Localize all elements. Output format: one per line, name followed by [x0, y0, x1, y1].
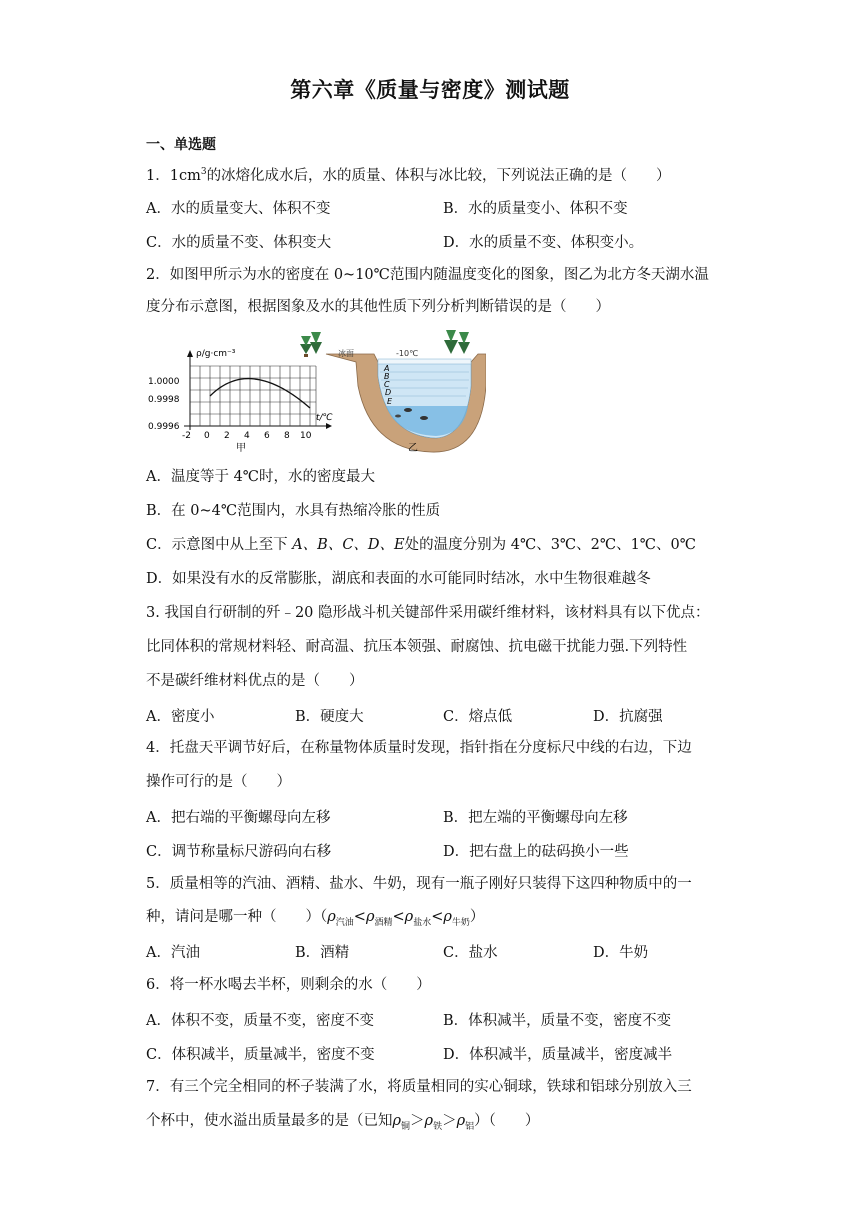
xtick-label: 10	[300, 431, 312, 441]
question-6-option-a[interactable]: A．体积不变，质量不变，密度不变	[146, 1013, 374, 1029]
figure-caption-jia: 甲	[236, 443, 246, 454]
question-4-option-a[interactable]: A．把右端的平衡螺母向左移	[146, 810, 331, 826]
question-3-option-d[interactable]: D．抗腐强	[593, 709, 663, 725]
ytick-label: 0.9998	[148, 395, 180, 405]
question-4-stem-line2: 操作可行的是（ ）	[146, 774, 291, 790]
question-7-stem-line2: 个杯中，使水溢出质量最多的是（已知$\rho_铜>\rho_铁>\rho_铝$）（ ）	[146, 1113, 540, 1132]
question-4-option-c[interactable]: C．调节称量标尺游码向右移	[146, 844, 332, 860]
question-1-option-b[interactable]: B．水的质量变小、体积不变	[443, 201, 628, 217]
question-4-option-b[interactable]: B．把左端的平衡螺母向左移	[443, 810, 628, 826]
question-3-option-a[interactable]: A．密度小	[146, 709, 215, 725]
density-figure	[146, 326, 486, 456]
question-2-option-b[interactable]: B．在 0~4℃范围内，水具有热缩冷胀的性质	[146, 503, 441, 519]
question-3-option-c[interactable]: C．熔点低	[443, 709, 513, 725]
question-6-option-b[interactable]: B．体积减半，质量不变，密度不变	[443, 1013, 672, 1029]
page-title: 第六章《质量与密度》测试题	[290, 78, 570, 102]
layer-label-e: E	[387, 397, 393, 406]
xtick-label: 6	[264, 431, 270, 441]
question-3-option-b[interactable]: B．硬度大	[295, 709, 364, 725]
tree-icon	[300, 332, 322, 357]
question-3-stem-line2: 比同体积的常规材料轻、耐高温、抗压本领强、耐腐蚀、抗电磁干扰能力强.下列特性	[146, 639, 688, 655]
graph-ylabel: ρ/g·cm⁻³	[196, 349, 236, 359]
ytick-label: 0.9996	[148, 422, 180, 432]
lake-diagram	[300, 330, 486, 454]
question-5-stem-line2: 种，请问是哪一种（ ）$(\rho_{汽油}<\rho_{酒精}<\rho_{盐水}<\rho_{牛奶})$	[146, 909, 485, 928]
xtick-label: 0	[204, 431, 210, 441]
layer-label-d: D	[385, 388, 392, 397]
question-2-stem-line1: 2．如图甲所示为水的密度在 0~10℃范围内随温度变化的图象，图乙为北方冬天湖水温	[146, 267, 709, 283]
xtick-label: 4	[244, 431, 250, 441]
ice-layer	[378, 359, 471, 364]
question-5-option-c[interactable]: C．盐水	[443, 945, 498, 961]
question-6-option-c[interactable]: C．体积减半，质量减半，密度不变	[146, 1047, 375, 1063]
layer-label-b: B	[384, 372, 390, 381]
question-5-option-d[interactable]: D．牛奶	[593, 945, 649, 961]
question-4-option-d[interactable]: D．把右盘上的砝码换小一些	[443, 844, 629, 860]
question-2-option-c[interactable]: C．示意图中从上至下 A、B、C、D、E处的温度分别为 4℃、3℃、2℃、1℃、0℃	[146, 537, 696, 553]
ytick-label: 1.0000	[148, 377, 180, 387]
density-graph	[148, 349, 334, 454]
layer-label-c: C	[384, 380, 390, 389]
question-1-option-c[interactable]: C．水的质量不变、体积变大	[146, 235, 332, 251]
question-5-option-b[interactable]: B．酒精	[295, 945, 350, 961]
question-7-stem-line1: 7．有三个完全相同的杯子装满了水，将质量相同的实心铜球，铁球和铝球分别放入三	[146, 1079, 692, 1095]
question-4-stem-line1: 4．托盘天平调节好后，在称量物体质量时发现，指针指在分度标尺中线的右边，下边	[146, 740, 692, 756]
question-5-option-a[interactable]: A．汽油	[146, 945, 200, 961]
question-2-option-a[interactable]: A．温度等于 4℃时，水的密度最大	[146, 469, 376, 485]
graph-xlabel: t/℃	[316, 413, 333, 423]
question-2-stem-line2: 度分布示意图，根据图象及水的其他性质下列分析判断错误的是（ ）	[146, 299, 610, 315]
question-5-stem-line1: 5．质量相等的汽油、酒精、盐水、牛奶，现有一瓶子刚好只装得下这四种物质中的一	[146, 876, 692, 892]
air-temp-label: -10℃	[396, 349, 419, 358]
xtick-label: 2	[224, 431, 230, 441]
question-6-stem: 6．将一杯水喝去半杯，则剩余的水（ ）	[146, 977, 431, 993]
layer-label-a: A	[384, 364, 390, 373]
section-heading: 一、单选题	[146, 137, 216, 153]
question-3-stem-line1: 3. 我国自行研制的歼﹣20 隐形战斗机关键部件采用碳纤维材料，该材料具有以下优点：	[146, 605, 710, 621]
figure-caption-yi: 乙	[408, 443, 418, 454]
xtick-label: -2	[182, 431, 191, 441]
ice-surface-label: 冰面	[338, 349, 354, 358]
question-1-option-d[interactable]: D．水的质量不变、体积变小。	[443, 235, 644, 251]
question-1-stem: 1．$1cm^3$的冰熔化成水后，水的质量、体积与冰比较，下列说法正确的是（ ）	[146, 167, 671, 184]
question-1-option-a[interactable]: A．水的质量变大、体积不变	[146, 201, 331, 217]
question-3-stem-line3: 不是碳纤维材料优点的是（ ）	[146, 673, 364, 689]
question-2-option-d[interactable]: D．如果没有水的反常膨胀，湖底和表面的水可能同时结冰，水中生物很难越冬	[146, 571, 651, 587]
tree-icon	[444, 330, 470, 354]
xtick-label: 8	[284, 431, 290, 441]
question-6-option-d[interactable]: D．体积减半，质量减半，密度减半	[443, 1047, 673, 1063]
